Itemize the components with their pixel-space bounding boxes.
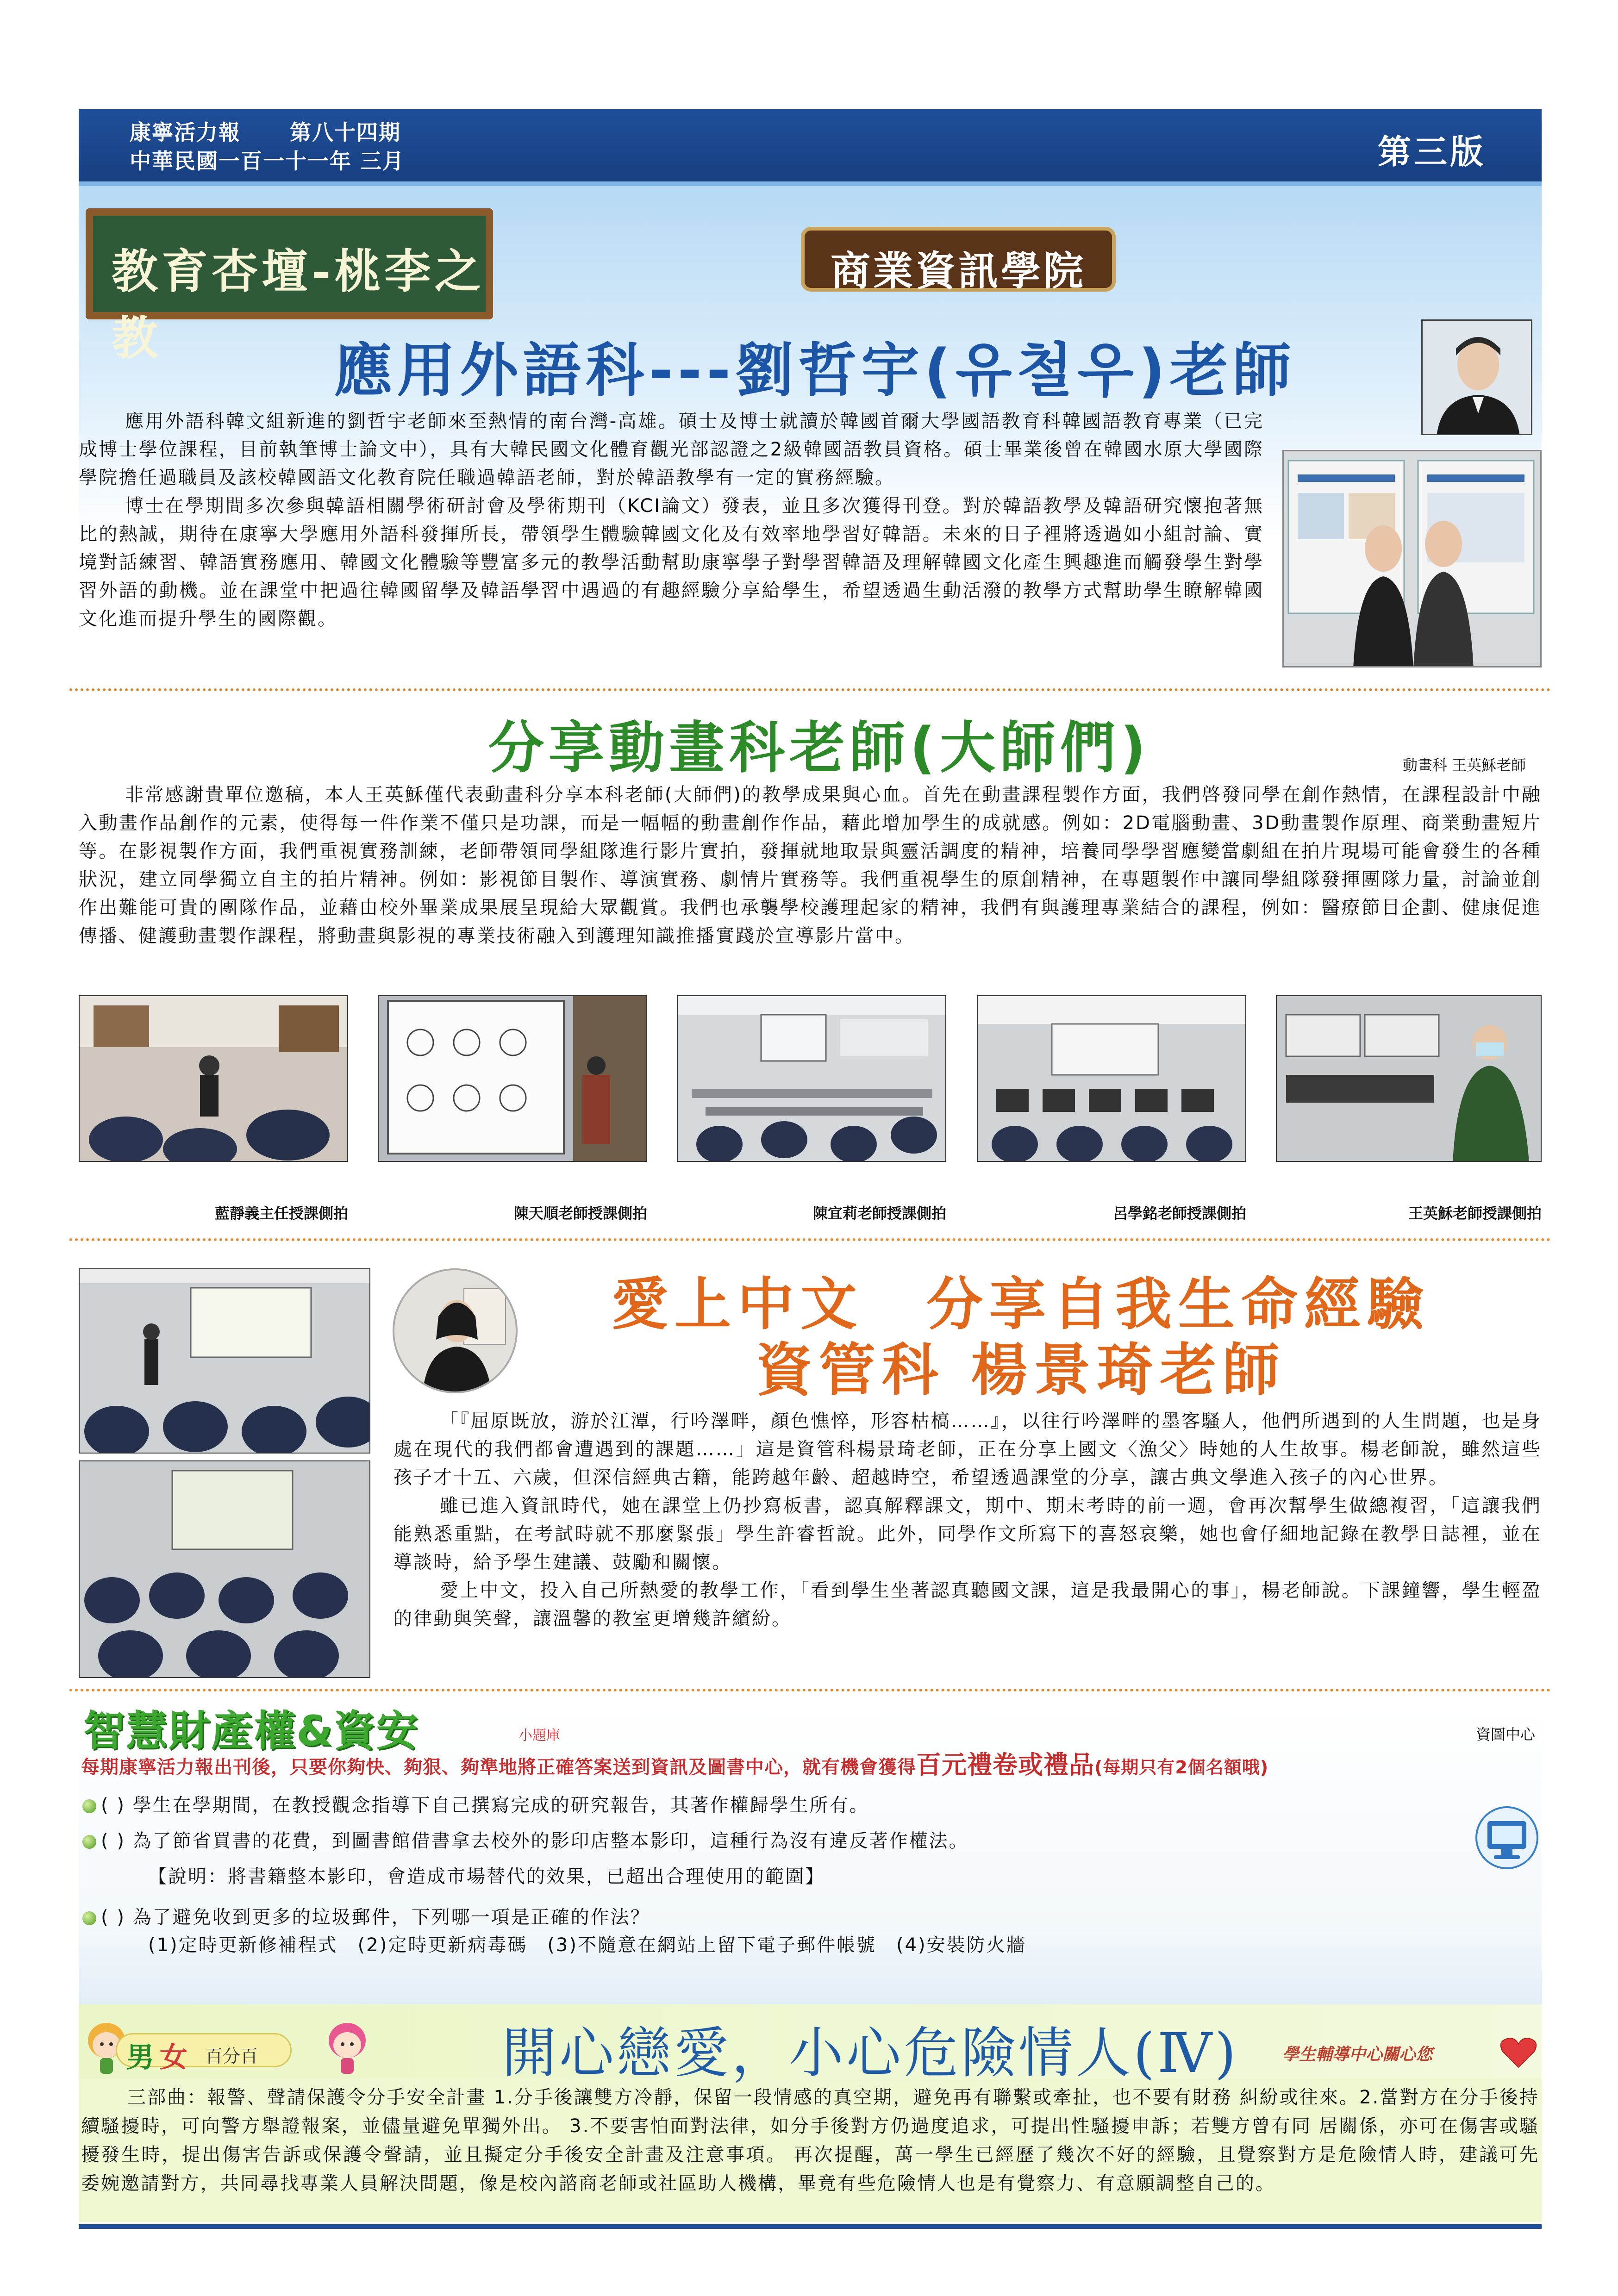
header-underline — [79, 181, 1542, 186]
footer-rule — [79, 2224, 1542, 2229]
quiz-question-3 — [82, 1903, 650, 1929]
article1-paragraph: 應用外語科韓文組新進的劉哲宇老師來至熱情的南台灣-高雄。碩士及博士就讀於韓國首爾大學國語教育科韓國語教育專業（已完成博士學位課程，目前執筆博士論文中），具有大韓民國文化體育觀光部認證之2級韓國語教員資格。碩士畢業後曾在韓國水原大學國際學院擔任過職員及該校韓國語文化教育院任職過韓語老師，對於韓語教學有一定的實務經驗。 — [79, 411, 1264, 488]
classroom-photo-2 — [378, 995, 647, 1162]
issue-date: 中華民國一百一十一年 三月 — [130, 149, 405, 174]
quiz-question-text: ( ) 為了節省買書的花費，到圖書館借書拿去校外的影印店整本影印，這種行為沒有違反著作權法。 — [101, 1830, 969, 1852]
bullet-icon — [82, 1799, 96, 1813]
article3-paragraph: 「『屈原既放，游於江潭，行吟澤畔，顏色憔悴，形容枯槁……』，以往行吟澤畔的墨客騷人，他們所遇到的人生問題，也是身處在現代的我們都會遭遇到的課題……」這是資管科楊景琦老師，正在分享上國文〈漁父〉時她的人生故事。楊老師說，雖然這些孩子才十五、六歲，但深信經典古籍，能跨越年齡、超越時空，希望透過課堂的分享，讓古典文學進入孩子的內心世界。 — [394, 1410, 1542, 1488]
classroom-image — [978, 996, 1246, 1162]
college-sign — [801, 227, 1116, 292]
classroom-image — [1277, 996, 1542, 1162]
conference-image — [1284, 451, 1542, 668]
newspaper-header — [79, 109, 1542, 181]
quiz-rules-prefix: 每期康寧活力報出刊後，只要你夠快、夠狠、夠準地將正確答案送到資訊及圖書中心，就有機會獲得 — [81, 1757, 916, 1778]
section-divider — [69, 688, 1551, 691]
article3-paragraph: 雖已進入資訊時代，她在課堂上仍抄寫板書，認真解釋課文，期中、期末考時的前一週，會再次幫學生做總複習，「這讓我們能熟悉重點，在考試時就不那麼緊張」學生許睿哲說。此外，同學作文所寫下的喜怒哀樂，她也會仔細地記錄在教學日誌裡，並在導談時，給予學生建議、鼓勵和關懷。 — [394, 1495, 1542, 1573]
article3-title-line1: 愛上中文 分享自我生命經驗 — [612, 1272, 1430, 1337]
bullet-icon — [82, 1835, 96, 1849]
photo-caption-3: 陳宜莉老師授課側拍 — [812, 1204, 946, 1222]
badge-female: 女 — [160, 2041, 187, 2074]
teacher-yang-portrait — [393, 1268, 518, 1393]
article2-credit: 動畫科 王英穌老師 — [1403, 756, 1526, 774]
classroom-image — [379, 996, 647, 1162]
article3-body — [394, 1407, 1542, 1633]
male-female-badge — [116, 2033, 292, 2074]
photo-caption-1: 藍靜義主任授課側拍 — [214, 1204, 348, 1222]
girl-character-icon — [324, 2018, 370, 2078]
love-paragraph: 三部曲：報警、聲請保護令分手安全計畫 1.分手後讓雙方冷靜，保留一段情感的真空期，避免再有聯繫或牽扯，也不要有財務 糾紛或往來。2.當對方在分手後持續騷擾時，可向警方舉證報案，並儘量避免單獨外出。 3.不要害怕面對法律，如分手後對方仍過度追求，可提出性騷擾申訴；若雙方曾有同 居關係，亦可在傷害或騷擾發生時，提出傷害告訴或保護令聲請，並且擬定分手後安全計畫及注意事項。 再次提醒，萬一學生已經歷了幾次不好的經驗，且覺察對方是危險情人時，建議可先委婉邀請對方，共同尋找專業人員解決問題，像是校內諮商老師或社區助人機構，畢竟有些危險情人也是有覺察力、有意願調整自己的。 — [81, 2087, 1539, 2194]
article3-title-line2: 資管科 楊景琦老師 — [756, 1337, 1286, 1403]
quiz-rules — [81, 1745, 1268, 1781]
classroom-image — [80, 1269, 370, 1454]
article3-paragraph: 愛上中文，投入自己所熱愛的教學工作，「看到學生坐著認真聽國文課，這是我最開心的事」，楊老師說。下課鐘響，學生輕盈的律動與笑聲，讓溫馨的教室更增幾許繽紛。 — [394, 1580, 1542, 1629]
photo-caption-2: 陳天順老師授課側拍 — [513, 1204, 647, 1222]
classroom-image — [80, 1461, 370, 1678]
classroom-photo-3 — [677, 995, 946, 1162]
section-divider — [69, 1689, 1551, 1691]
quiz-prize: 百元禮卷或禮品 — [916, 1750, 1094, 1779]
classroom-image — [80, 996, 348, 1162]
classroom-photo-1 — [79, 995, 348, 1162]
section-divider — [69, 1238, 1551, 1241]
edition-label: 第三版 — [1377, 132, 1486, 171]
college-sign-text: 商業資訊學院 — [831, 248, 1086, 294]
chalkboard-text: 教育杏壇-桃李之教 — [112, 244, 485, 365]
badge-percent: 百分百 — [205, 2046, 258, 2066]
quiz-question-text: ( ) 學生在學期間，在教授觀念指導下自己撰寫完成的研究報告，其著作權歸學生所有。 — [101, 1795, 869, 1816]
quiz-title: 智慧財產權&資安 — [83, 1707, 419, 1755]
computer-monitor-icon — [1474, 1805, 1539, 1875]
article1-title: 應用外語科---劉哲宇(유철우)老師 — [334, 337, 1296, 405]
article1-body — [79, 407, 1264, 633]
quiz-question-text: ( ) 為了避免收到更多的垃圾郵件，下列哪一項是正確的作法？ — [101, 1907, 650, 1928]
badge-male: 男 — [126, 2041, 154, 2074]
chinese-class-photo-1 — [79, 1268, 370, 1454]
photo-caption-4: 呂學銘老師授課側拍 — [1112, 1204, 1246, 1222]
quiz-question-2 — [82, 1826, 969, 1853]
quiz-question-1 — [82, 1791, 869, 1817]
article2-body — [79, 781, 1542, 950]
conference-photo — [1282, 450, 1542, 668]
quiz-explanation: 【說明：將書籍整本影印，會造成市場替代的效果，已超出合理使用的範圍】 — [148, 1866, 825, 1887]
classroom-image — [678, 996, 946, 1162]
quiz-options: (1)定時更新修補程式 (2)定時更新病毒碼 (3)不隨意在網站上留下電子郵件帳號 (4)安裝防火牆 — [148, 1934, 1026, 1956]
paper-name: 康寧活力報 — [130, 120, 241, 145]
heart-icon — [1500, 2037, 1537, 2069]
classroom-photo-4 — [977, 995, 1246, 1162]
quiz-source: 資圖中心 — [1476, 1726, 1536, 1743]
classroom-photo-5 — [1276, 995, 1542, 1162]
chinese-class-photo-2 — [79, 1460, 370, 1678]
masthead-line1 — [130, 116, 401, 146]
teacher-portrait-photo — [1421, 319, 1532, 435]
monitor-graphic — [1474, 1805, 1539, 1875]
quiz-rules-suffix: (每期只有2個名額哦) — [1094, 1757, 1269, 1778]
article2-title: 分享動畫科老師(大師們) — [488, 716, 1150, 780]
article1-paragraph: 博士在學期間多次參與韓語相關學術研討會及學術期刊（KCI論文）發表，並且多次獲得刊登。對於韓語教學及韓語研究懷抱著無比的熱誠，期待在康寧大學應用外語科發揮所長，帶領學生體驗韓國文化及有效率地學習好韓語。未來的日子裡將透過如小組討論、實境對話練習、韓語實務應用、韓國文化體驗等豐富多元的教學活動幫助康寧學子對學習韓語及理解韓國文化產生興趣進而觸發學生對學習外語的動機。並在課堂中把過往韓國留學及韓語學習中遇過的有趣經驗分享給學生，希望透過生動活潑的教學方式幫助學生瞭解韓國文化進而提升學生的國際觀。 — [79, 495, 1264, 630]
chalkboard-banner — [86, 208, 493, 365]
article2-paragraph: 非常感謝貴單位邀稿，本人王英穌僅代表動畫科分享本科老師(大師們)的教學成果與心血。首先在動畫課程製作方面，我們啓發同學在創作熱情，在課程設計中融入動畫作品創作的元素，使得每一件作業不僅只是功課，而是一幅幅的動畫創作作品，藉此增加學生的成就感。例如：2D電腦動畫、3D動畫製作原理、商業動畫短片等。在影視製作方面，我們重視實務訓練，老師帶領同學組隊進行影片實拍，發揮就地取景與靈活調度的精神，培養同學學習應變當劇組在拍片現場可能會發生的各種狀況，建立同學獨立自主的拍片精神。例如：影視節目製作、導演實務、劇情片實務等。我們重視學生的原創精神，在專題製作中讓同學組隊發揮團隊力量，討論並創作出難能可貴的團隊作品，並藉由校外畢業成果展呈現給大眾觀賞。我們也承襲學校護理起家的精神，我們有與護理專業結合的課程，例如：醫療節目企劃、健康促進傳播、健護動畫製作課程，將動畫與影視的專業技術融入到護理知識推播實踐於宣導影片當中。 — [79, 784, 1542, 947]
portrait-image — [1423, 321, 1532, 435]
quiz-subtitle: 小題庫 — [519, 1728, 560, 1744]
portrait-image — [394, 1270, 518, 1393]
issue-number: 第八十四期 — [290, 120, 401, 145]
love-title: 開心戀愛，小心危險情人(Ⅳ) — [502, 2021, 1239, 2085]
counseling-signature: 學生輔導中心關心您 — [1282, 2045, 1433, 2064]
bullet-icon — [82, 1911, 96, 1925]
love-body — [81, 2083, 1539, 2198]
photo-caption-5: 王英穌老師授課側拍 — [1408, 1204, 1542, 1222]
